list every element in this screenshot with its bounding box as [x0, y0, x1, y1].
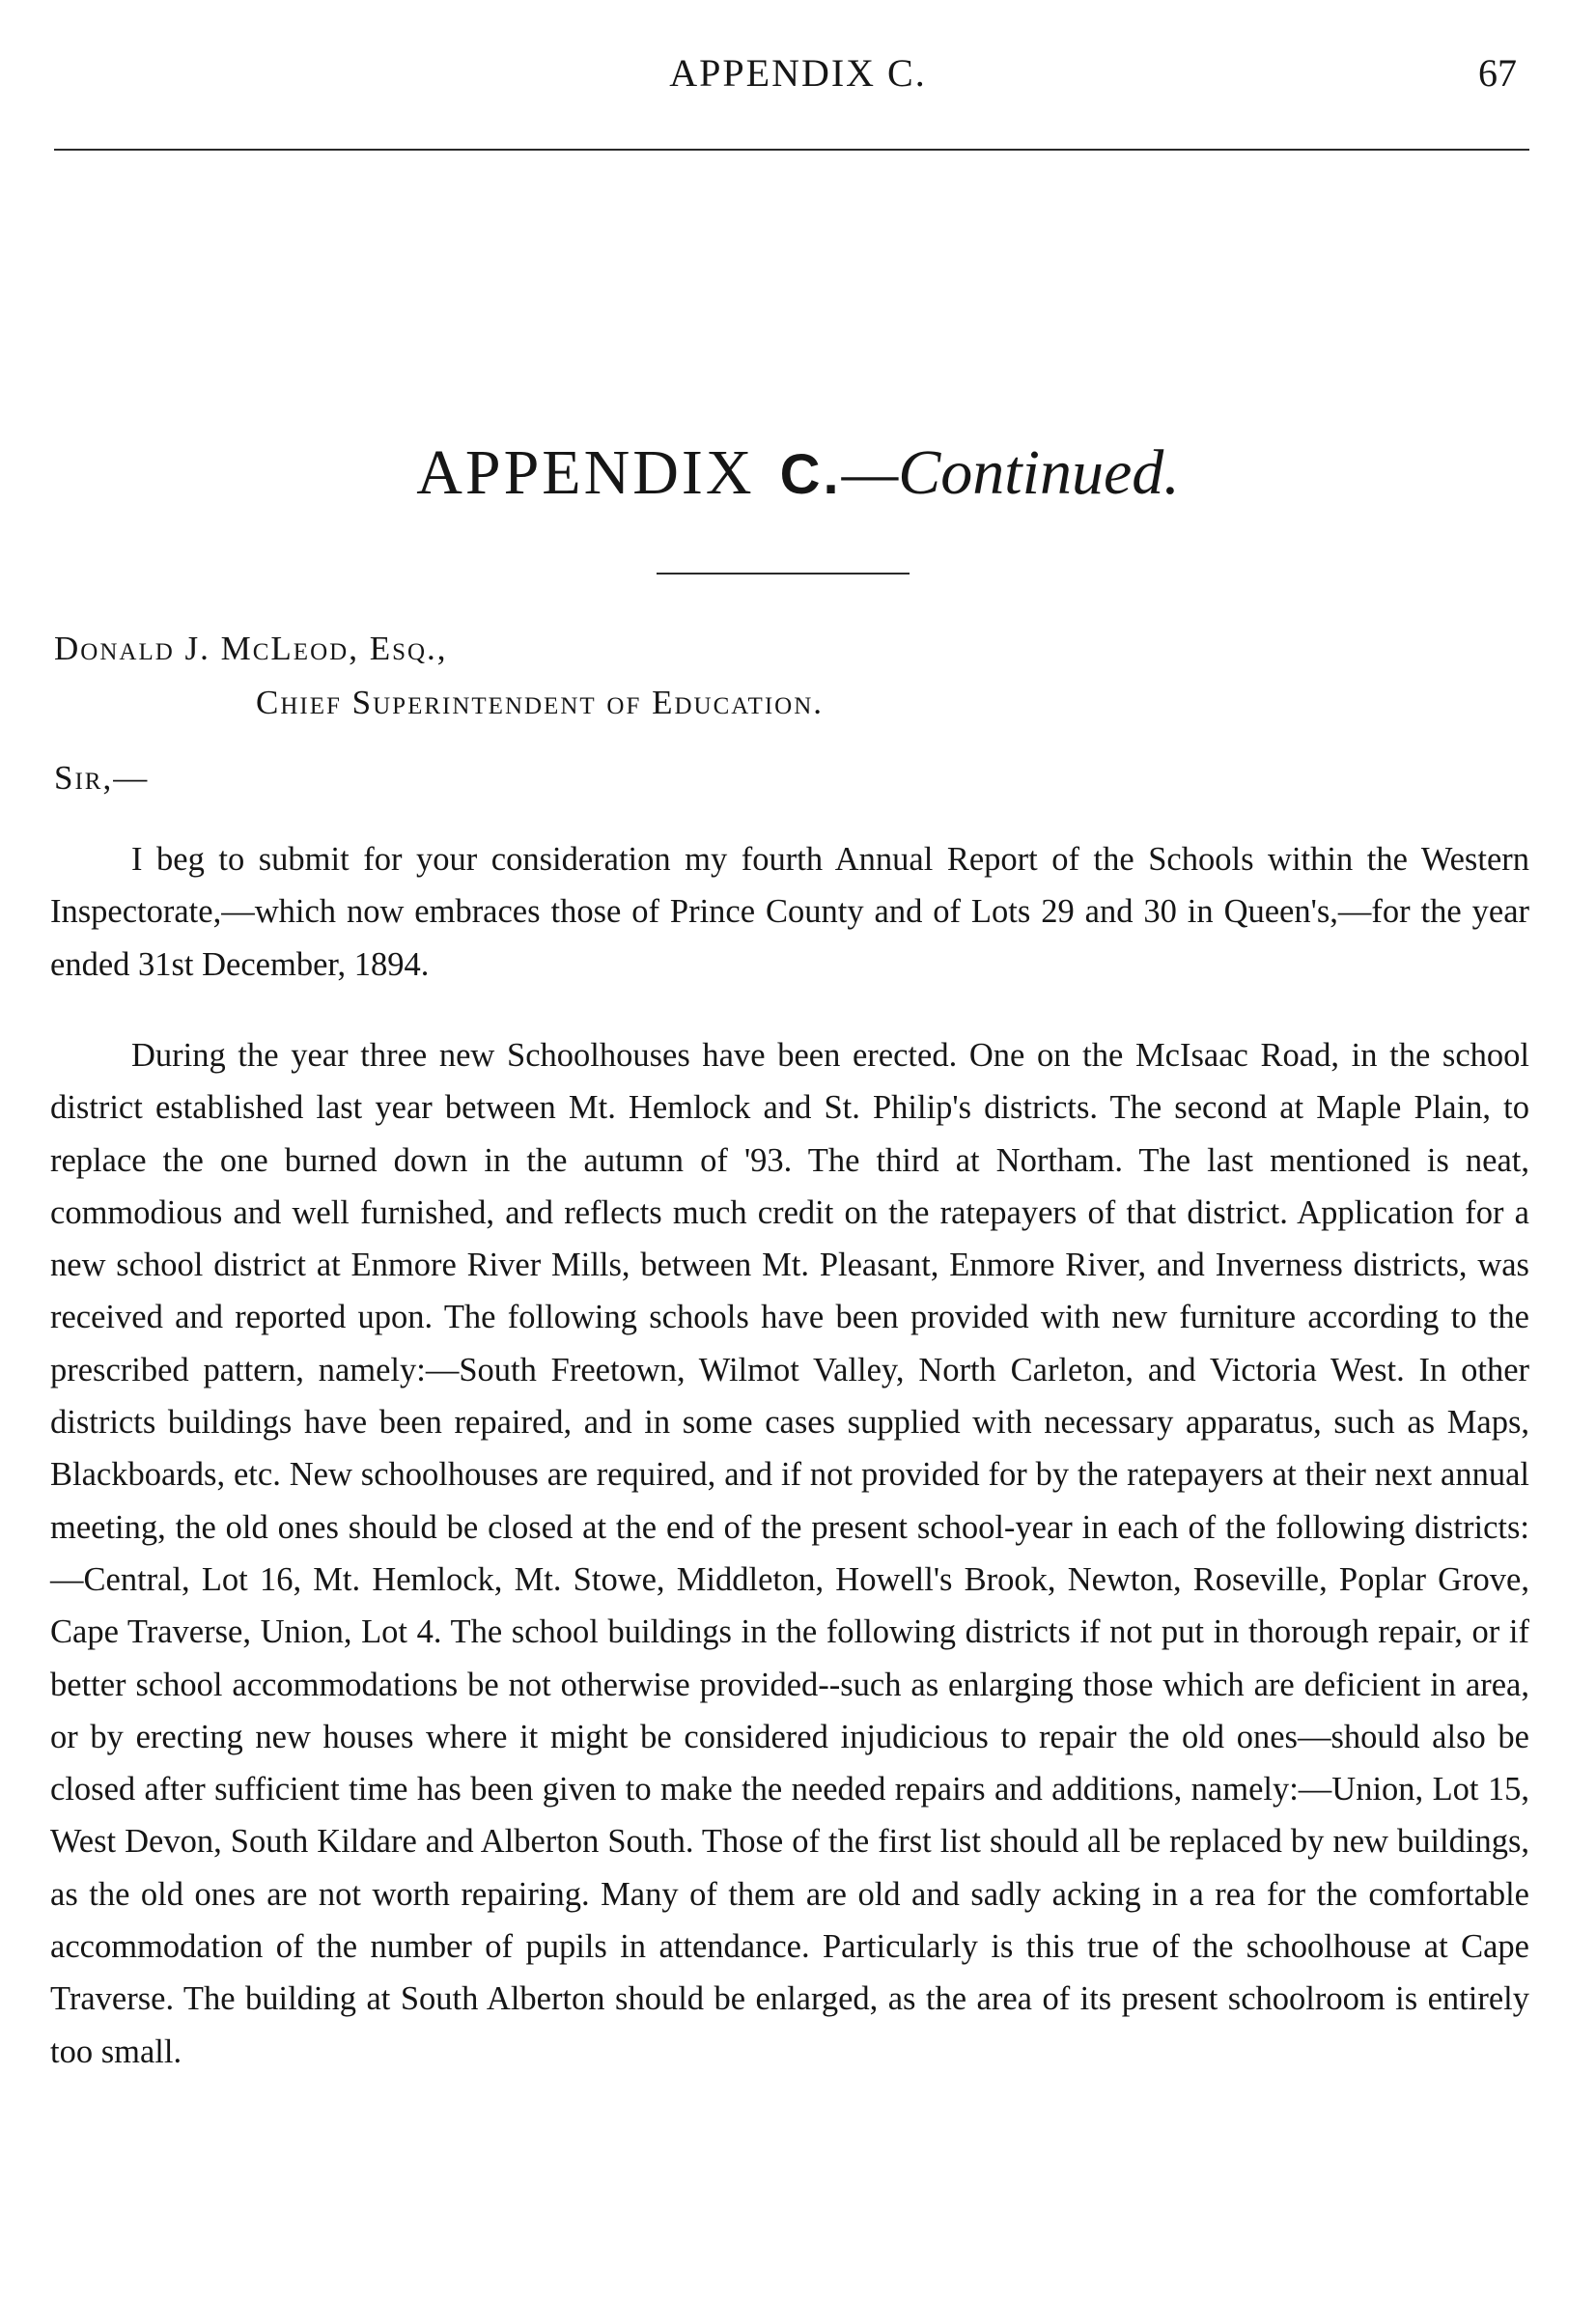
heading-rule	[657, 573, 910, 575]
body-paragraph: I beg to submit for your consideration my fourth Annual Report of the Schools within the Western Inspectorate,—which now embraces those of Prince County and of Lots 29 and 30 in Queen's,—for the year ended 31st December, 1894.	[50, 841, 1529, 983]
addressee-name: Donald J. McLeod, Esq.,	[54, 630, 448, 667]
header-rule	[54, 149, 1529, 151]
heading-continued: —Continued.	[841, 437, 1180, 508]
appendix-heading	[0, 436, 1596, 510]
addressee-title: Chief Superintendent of Education.	[256, 684, 825, 721]
body-paragraph: During the year three new Schoolhouses have been erected. One on the McIsaac Road, in the school district established last year between Mt. Hemlock and St. Philip's districts. The second at Maple Plain, to replace the one burned down in the autumn of '93. The third at Northam. The last mentioned is neat, commodious and well furnished, and reflects much credit on the ratepayers of that district. Application for a new school district at Enmore River Mills, between Mt. Pleasant, Enmore River, and Inverness districts, was received and reported upon. The following schools have been provided with new furniture according to the prescribed pattern, namely:—South Freetown, Wilmot Valley, North Carleton, and Victoria West. In other districts buildings have been repaired, and in some cases supplied with necessary apparatus, such as Maps, Blackboards, etc. New schoolhouses are required, and if not provided for by the ratepayers at their next annual meeting, the old ones should be closed at the end of the present school-year in each of the following districts:—Central, Lot 16, Mt. Hemlock, Mt. Stowe, Middleton, Howell's Brook, Newton, Roseville, Poplar Grove, Cape Traverse, Union, Lot 4. The school buildings in the following districts if not put in thorough repair, or if better school accommodations be not otherwise provided--such as enlarging those which are deficient in area, or by erecting new houses where it might be considered injudicious to repair the old ones—should also be closed after sufficient time has been given to make the needed repairs and additions, namely:—Union, Lot 15, West Devon, South Kildare and Alberton South. Those of the first list should all be replaced by new buildings, as the old ones are not worth repairing. Many of them are old and sadly acking in a rea for the comfortable accommodation of the number of pupils in attendance. Particularly is this true of the schoolhouse at Cape Traverse. The building at South Alberton should be enlarged, as the area of its present schoolroom is entirely too small.	[50, 1037, 1529, 2070]
heading-prefix: APPENDIX	[416, 437, 755, 508]
salutation: Sir,—	[54, 759, 150, 797]
running-header	[0, 46, 1596, 104]
running-title: APPENDIX C.	[669, 51, 927, 95]
heading-letter: C.	[779, 443, 842, 506]
page-number: 67	[1478, 51, 1517, 95]
